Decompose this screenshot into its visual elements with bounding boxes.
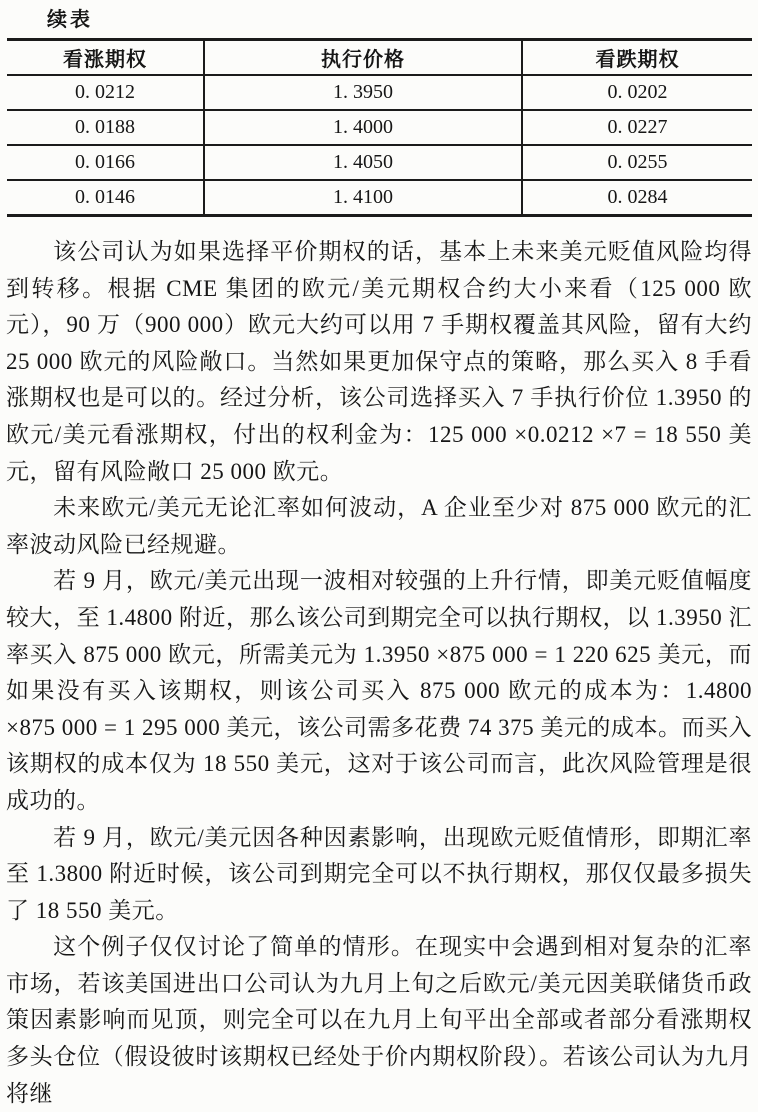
paragraph-scenario-rise: 若 9 月，欧元/美元出现一波相对较强的上升行情，即美元贬值幅度较大，至 1.4800 附近，那么该公司到期完全可以执行期权，以 1.3950 汇率买入 875 000 欧元，所需美元为 1.3950 ×875 000 = 1 220 625 美元，而如果没有买入该期权，则该公司买入 875 000 欧元的成本为：1.4800 ×875 000 = 1 295 000 美元，该公司需多花费 74 375 美元的成本。而买入该期权的成本仅为 18 550 美元，这对于该公司而言，此次风险管理是很成功的。 (6, 568, 752, 813)
body-text-block (6, 234, 752, 1112)
paragraph-risk-avoided: 未来欧元/美元无论汇率如何波动，A 企业至少对 875 000 欧元的汇率波动风险已经规避。 (6, 495, 752, 557)
strike-price-cell: 1. 3950 (204, 75, 522, 110)
paragraph-option-selection: 该公司认为如果选择平价期权的话，基本上未来美元贬值风险均得到转移。根据 CME 集团的欧元/美元期权合约大小来看（125 000 欧元），90 万（900 000）欧元大约可以用 7 手期权覆盖其风险，留有大约 25 000 欧元的风险敞口。当然如果更加保守点的策略，那么买入 8 手看涨期权也是可以的。经过分析，该公司选择买入 7 手执行价位 1.3950 的欧元/美元看涨期权，付出的权利金为：125 000 ×0.0212 ×7 = 18 550 美元，留有风险敞口 25 000 欧元。 (6, 239, 752, 484)
call-price-cell: 0. 0212 (7, 75, 204, 110)
col-header-put-option: 看跌期权 (522, 40, 752, 76)
put-price-cell: 0. 0255 (522, 145, 752, 180)
table-row (7, 75, 752, 110)
table-header-row (7, 40, 752, 76)
paragraph-scenario-fall: 若 9 月，欧元/美元因各种因素影响，出现欧元贬值情形，即期汇率至 1.3800 附近时候，该公司到期完全可以不执行期权，那仅仅最多损失了 18 550 美元。 (6, 824, 752, 923)
strike-price-cell: 1. 4000 (204, 110, 522, 145)
table-row (7, 145, 752, 180)
put-price-cell: 0. 0227 (522, 110, 752, 145)
put-price-cell: 0. 0284 (522, 180, 752, 216)
strike-price-cell: 1. 4100 (204, 180, 522, 216)
table-row (7, 180, 752, 216)
options-price-table (7, 38, 752, 217)
paragraph-complex-market: 这个例子仅仅讨论了简单的情形。在现实中会遇到相对复杂的汇率市场，若该美国进出口公司认为九月上旬之后欧元/美元因美联储货币政策因素影响而见顶，则完全可以在九月上旬平出全部或者部分看涨期权多头仓位（假设彼时该期权已经处于价内期权阶段）。若该公司认为九月将继 (6, 934, 752, 1106)
call-price-cell: 0. 0166 (7, 145, 204, 180)
put-price-cell: 0. 0202 (522, 75, 752, 110)
strike-price-cell: 1. 4050 (204, 145, 522, 180)
col-header-call-option: 看涨期权 (7, 40, 204, 76)
call-price-cell: 0. 0188 (7, 110, 204, 145)
call-price-cell: 0. 0146 (7, 180, 204, 216)
table-row (7, 110, 752, 145)
table-continued-label: 续表 (47, 9, 93, 31)
col-header-strike-price: 执行价格 (204, 40, 522, 76)
